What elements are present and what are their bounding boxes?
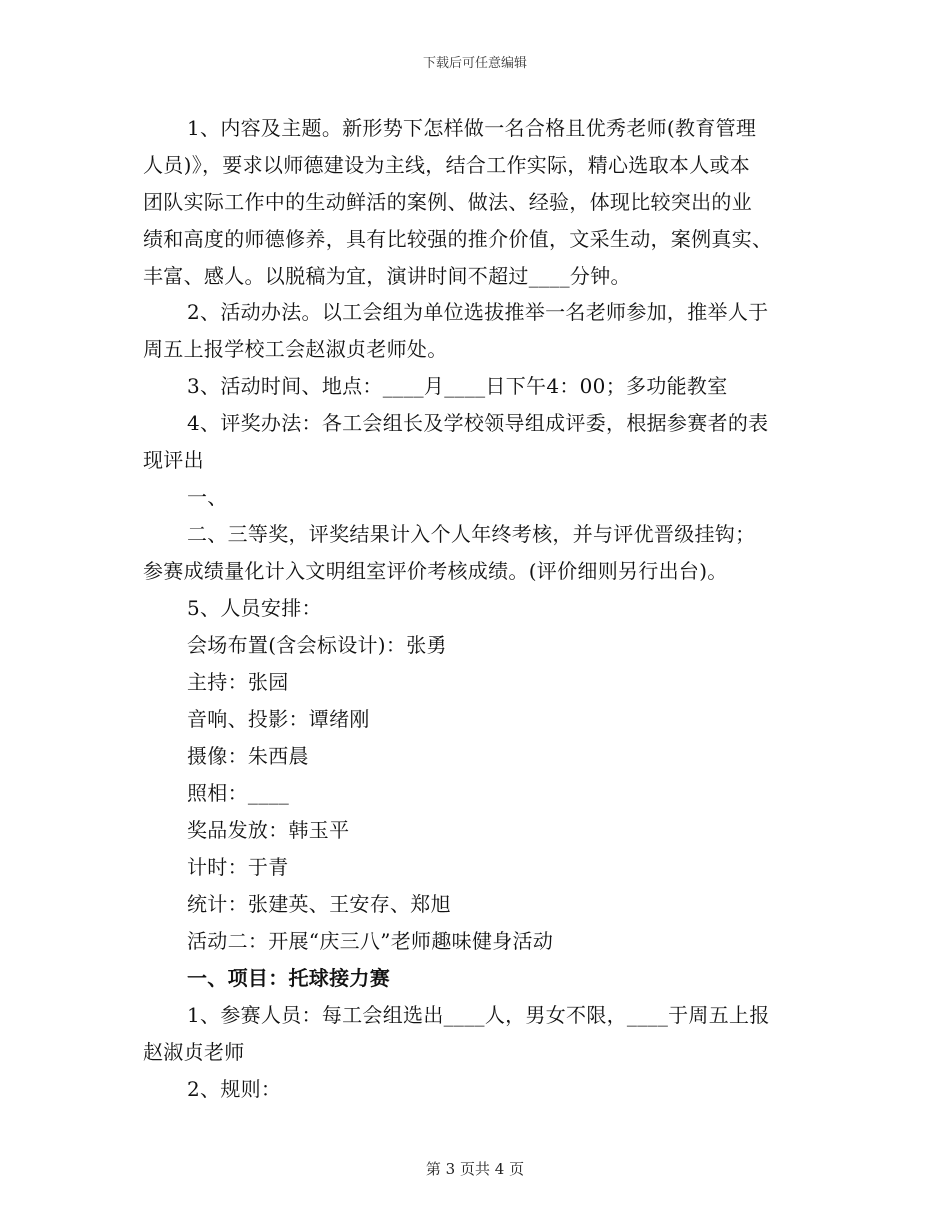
paragraph-line: 活动二：开展“庆三八”老师趣味健身活动 [187, 929, 554, 953]
paragraph-line: 4、评奖办法：各工会组长及学校领导组成评委，根据参赛者的表 [187, 411, 769, 435]
page-header: 下载后可任意编辑 [422, 56, 527, 71]
paragraph-line: 2、活动办法。以工会组为单位选拔推举一名老师参加，推举人于 [187, 300, 769, 324]
paragraph-line: 周五上报学校工会赵淑贞老师处。 [143, 337, 448, 361]
paragraph-line: 绩和高度的师德修养，具有比较强的推介价值，文采生动，案例真实、 [143, 227, 773, 251]
paragraph-line: 1、参赛人员：每工会组选出____人，男女不限，____于周五上报 [187, 1003, 770, 1027]
paragraph-line: 摄像：朱西晨 [187, 744, 309, 768]
paragraph-line: 3、活动时间、地点：____月____日下午4：00；多功能教室 [187, 374, 728, 398]
paragraph-line: 一、 [187, 485, 228, 509]
paragraph-line: 团队实际工作中的生动鲜活的案例、做法、经验，体现比较突出的业 [143, 190, 752, 214]
page-footer: 第 3 页共 4 页 [425, 1160, 525, 1178]
paragraph-line: 统计：张建英、王安存、郑旭 [187, 892, 451, 916]
paragraph-line: 赵淑贞老师 [143, 1040, 245, 1064]
paragraph-line: 人员)》，要求以师德建设为主线，结合工作实际，精心选取本人或本 [143, 153, 751, 177]
paragraph-line: 丰富、感人。以脱稿为宜，演讲时间不超过____分钟。 [143, 264, 631, 288]
paragraph-line: 5、人员安排： [187, 596, 322, 620]
paragraph-line: 二、三等奖，评奖结果计入个人年终考核，并与评优晋级挂钩； [187, 522, 756, 546]
paragraph-line: 主持：张园 [187, 670, 289, 694]
paragraph-line: 会场布置(含会标设计)：张勇 [187, 633, 447, 657]
paragraph-line: 照相：____ [187, 781, 290, 805]
paragraph-line: 音响、投影：谭绪刚 [187, 707, 370, 731]
paragraph-line: 计时：于青 [187, 855, 289, 879]
section-heading: 一、项目：托球接力赛 [187, 966, 390, 990]
paragraph-line: 现评出 [143, 448, 204, 472]
paragraph-line: 参赛成绩量化计入文明组室评价考核成绩。(评价细则另行出台)。 [143, 559, 728, 583]
paragraph-line: 2、规则： [187, 1077, 282, 1101]
paragraph-line: 1、内容及主题。新形势下怎样做一名合格且优秀老师(教育管理 [187, 116, 757, 140]
paragraph-line: 奖品发放：韩玉平 [187, 818, 350, 842]
